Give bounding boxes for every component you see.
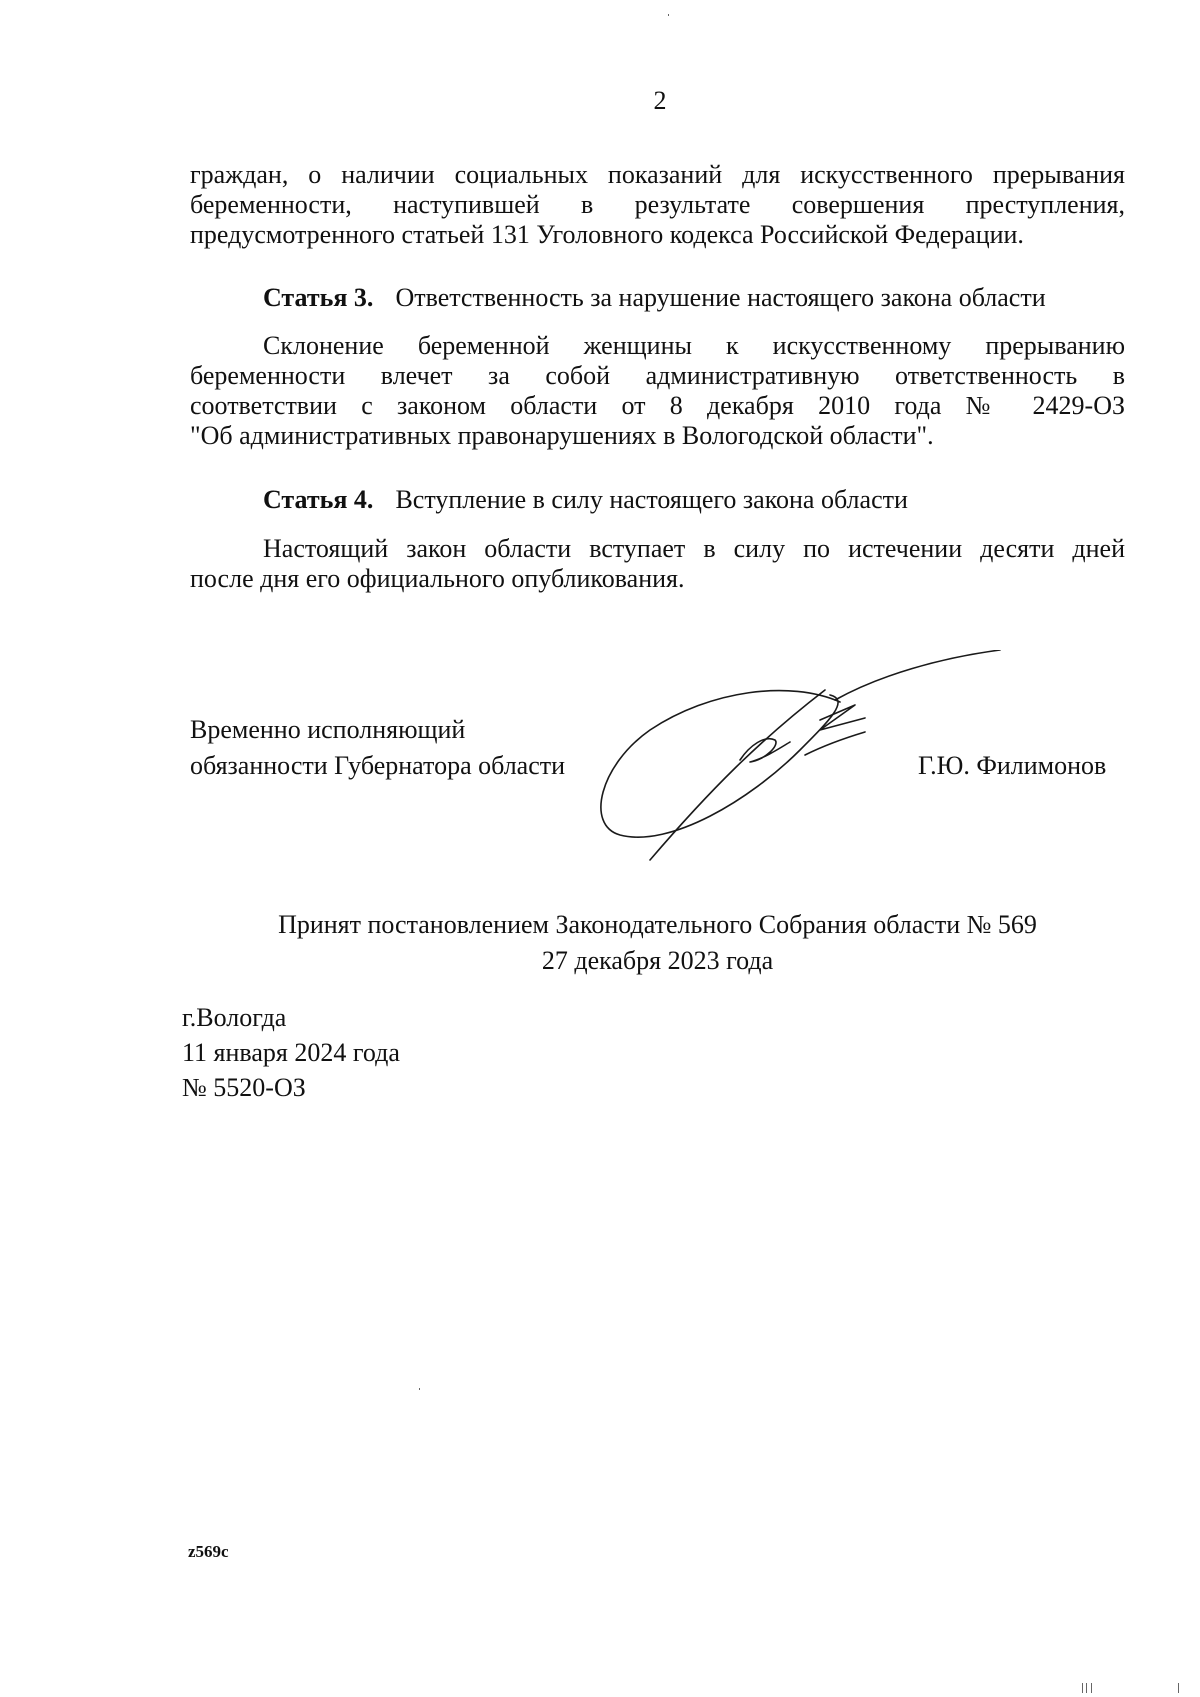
article-3-body	[190, 331, 1125, 451]
signatory-name: Г.Ю. Филимонов	[918, 751, 1107, 780]
paragraph-line: Склонение беременной женщины к искусственному прерыванию	[263, 331, 1125, 360]
place-date-number	[182, 1000, 400, 1105]
article-3-title: Ответственность за нарушение настоящего закона области	[395, 283, 1046, 312]
scan-mark	[1086, 1683, 1087, 1693]
paragraph-line: граждан, о наличии социальных показаний для искусственного прерывания	[190, 160, 1125, 189]
scan-mark	[1091, 1683, 1092, 1693]
scan-mark	[1082, 1683, 1083, 1693]
signatory-position-line2: обязанности Губернатора области	[190, 751, 566, 780]
scan-dot	[419, 1388, 420, 1390]
signing-date: 11 января 2024 года	[182, 1038, 400, 1067]
article-4-number: Статья 4.	[263, 485, 374, 514]
paragraph-line: Настоящий закон области вступает в силу по истечении десяти дней	[263, 534, 1125, 563]
adoption-note	[190, 907, 1125, 979]
signatory-position-line1: Временно исполняющий	[190, 715, 466, 744]
document-code: z569с	[188, 1542, 229, 1561]
paragraph-line: "Об административных правонарушениях в Вологодской области".	[190, 421, 934, 450]
adoption-date: 27 декабря 2023 года	[541, 946, 774, 975]
paragraph-continuation	[190, 160, 1125, 250]
article-4-body	[190, 534, 1125, 594]
law-number: № 5520-ОЗ	[182, 1073, 306, 1102]
paragraph-line: беременности, наступившей в результате совершения преступления,	[190, 190, 1125, 219]
article-4-heading	[263, 485, 908, 515]
paragraph-line: соответствии с законом области от 8 декабря 2010 года № 2429-ОЗ	[190, 391, 1125, 420]
city: г.Вологда	[182, 1003, 287, 1032]
adoption-line1: Принят постановлением Законодательного Собрания области № 569	[278, 910, 1037, 939]
paragraph-line: предусмотренного статьей 131 Уголовного кодекса Российской Федерации.	[190, 220, 1024, 249]
article-3-number: Статья 3.	[263, 283, 374, 312]
scan-mark	[1178, 1683, 1179, 1693]
paragraph-line: после дня его официального опубликования.	[190, 564, 685, 593]
article-4-title: Вступление в силу настоящего закона области	[395, 485, 908, 514]
scan-dot	[668, 14, 669, 16]
page-number: 2	[653, 86, 667, 115]
article-3-heading	[263, 283, 1046, 313]
paragraph-line: беременности влечет за собой административную ответственность в	[190, 361, 1125, 390]
signatory-position	[190, 712, 565, 784]
